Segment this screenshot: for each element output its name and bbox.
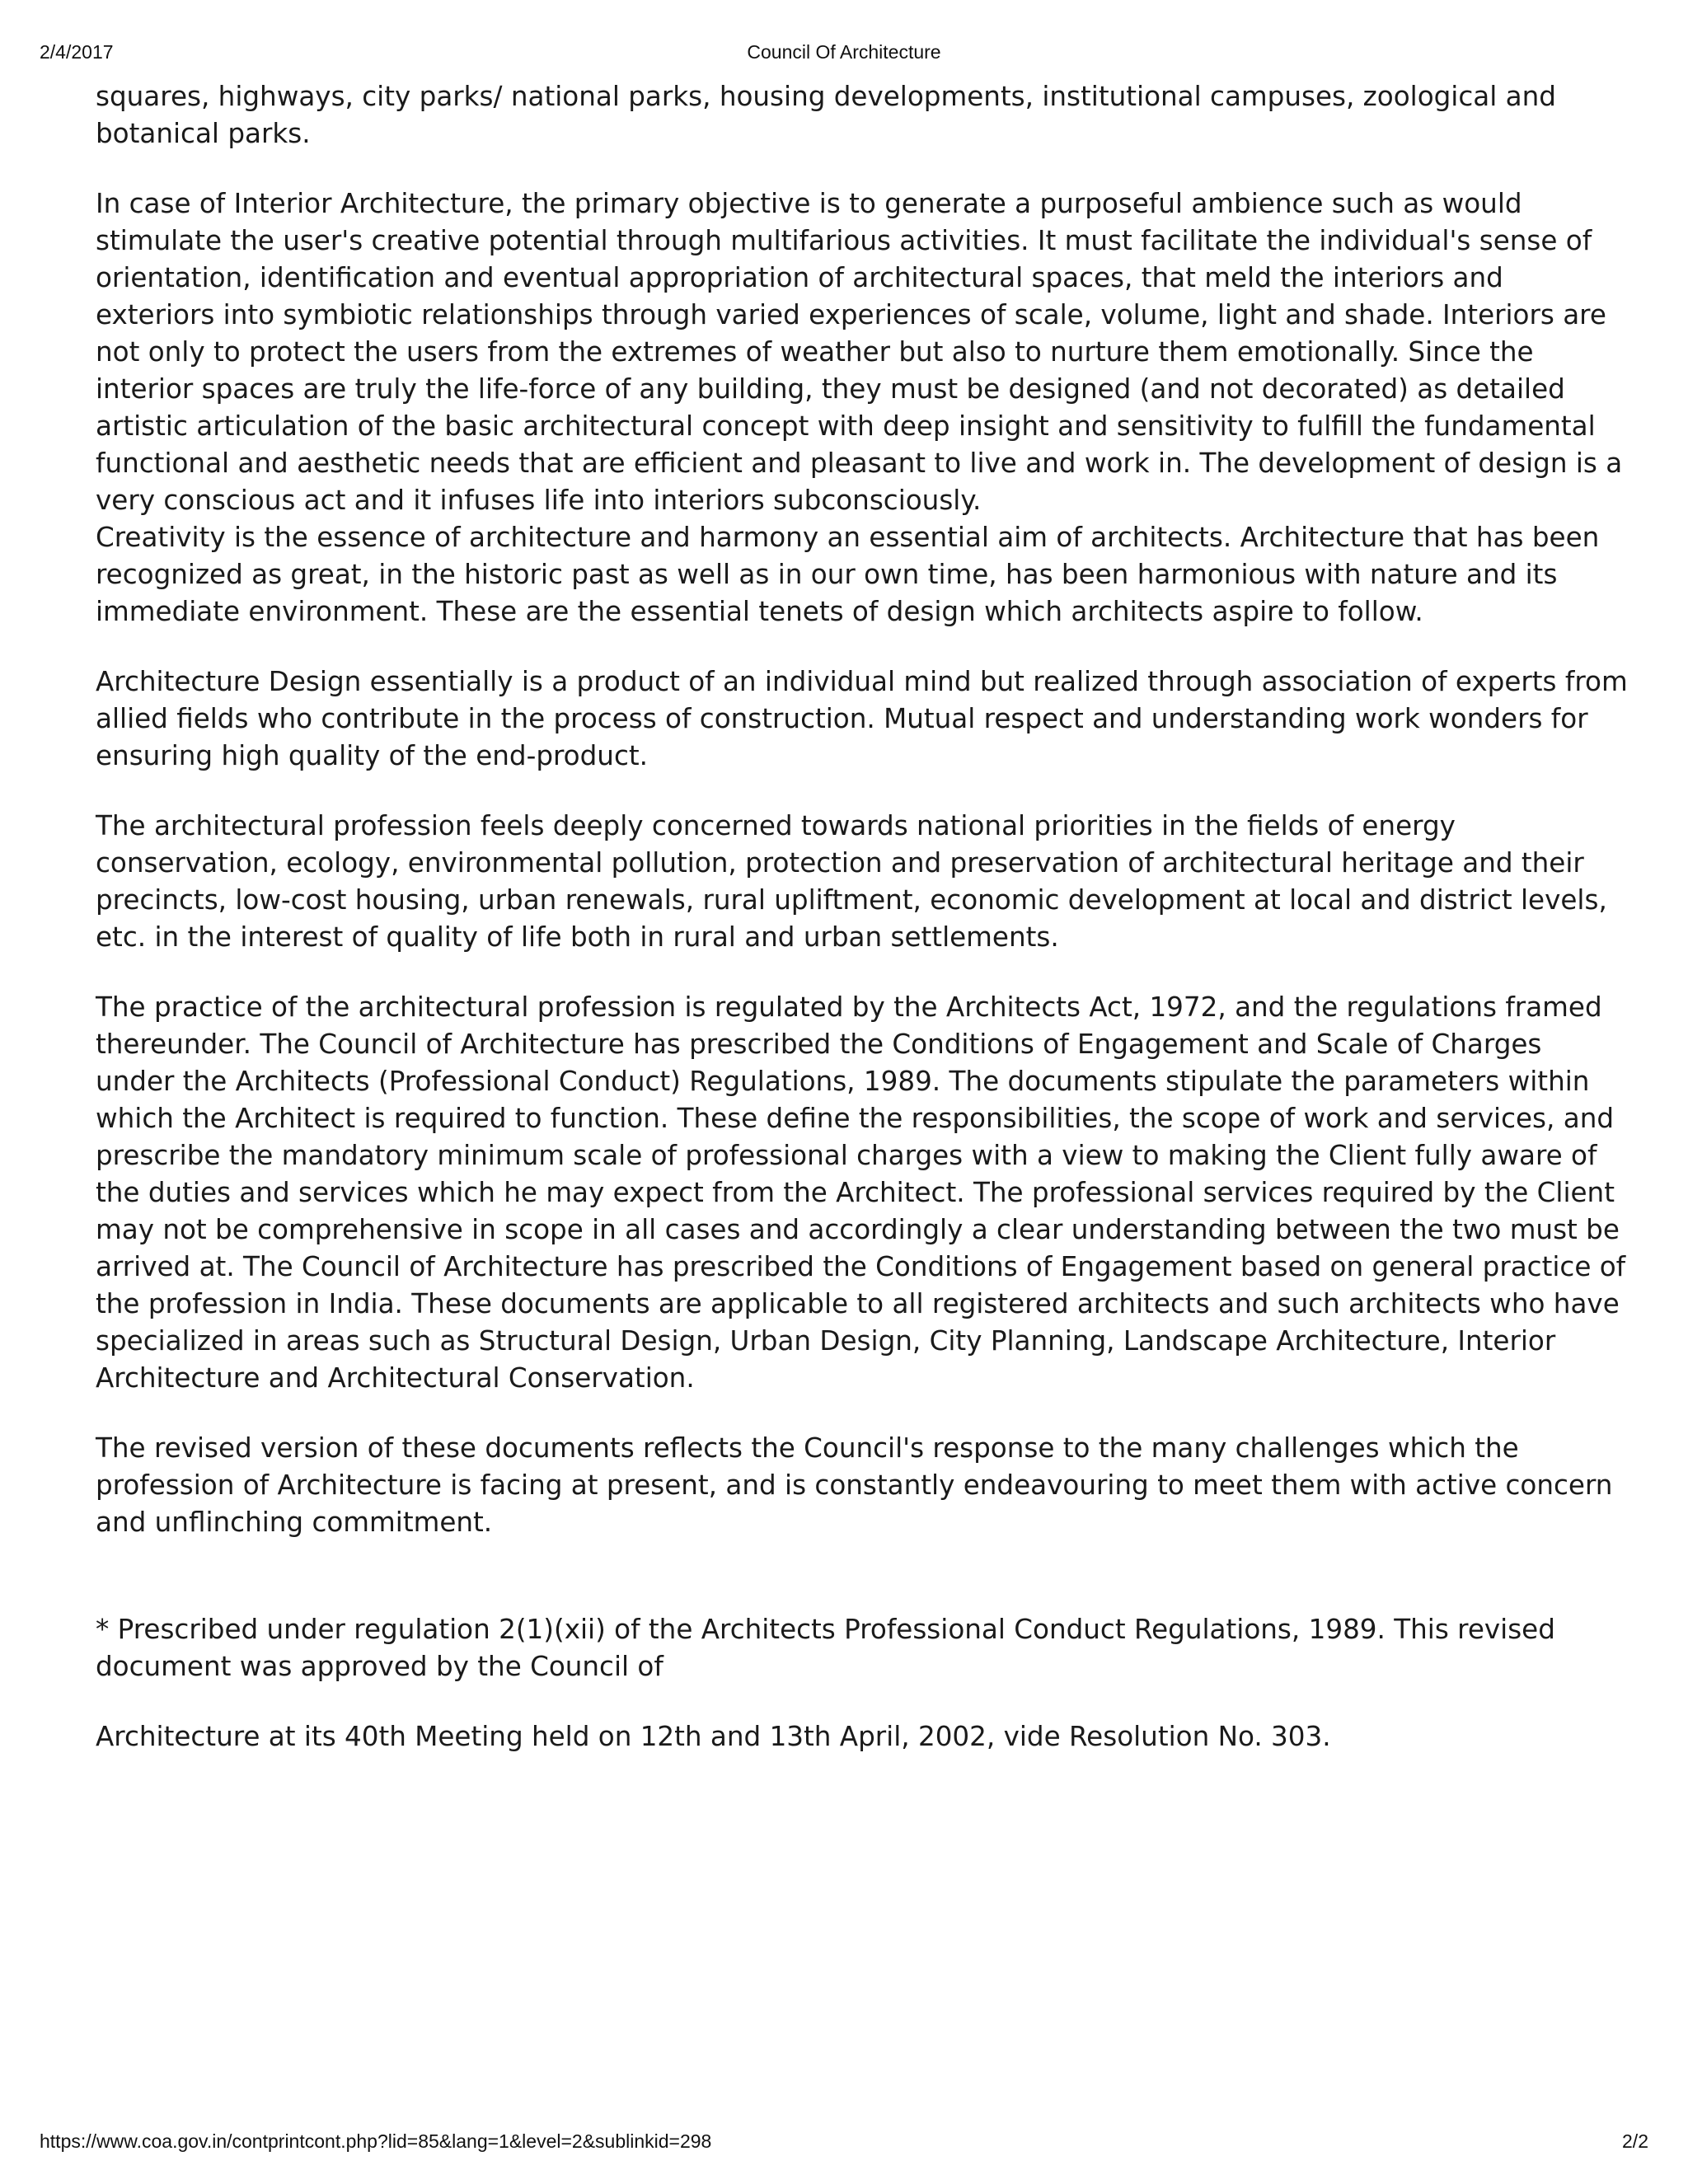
print-footer [40, 2130, 1648, 2155]
print-header [40, 41, 1648, 66]
page-url: https://www.coa.gov.in/contprintcont.php?lid=85&lang=1&level=2&sublinkid=298 [40, 2130, 712, 2152]
page-title: Council Of Architecture [747, 41, 941, 63]
document-body [96, 78, 1629, 1788]
paragraph-architecture-design: Architecture Design essentially is a product of an individual mind but realized through association of experts from allied fields who contribute in the process of construction. Mutual respect and understanding work wonders for ensuring high quality of the end-product. [96, 666, 1628, 771]
print-date: 2/4/2017 [40, 41, 114, 63]
footnote-prescribed: * Prescribed under regulation 2(1)(xii) of the Architects Professional Conduct Regulations, 1989. This revised document was approved by the Council of [96, 1614, 1555, 1682]
footnote-approval: Architecture at its 40th Meeting held on 12th and 13th April, 2002, vide Resolution No. 303. [96, 1721, 1331, 1752]
paragraph-revised-version: The revised version of these documents reflects the Council's response to the many challenges which the profession of Architecture is facing at present, and is constantly endeavouring to meet them with active concern and unflinching commitment. [96, 1432, 1613, 1538]
paragraph-practice-regulation: The practice of the architectural profession is regulated by the Architects Act, 1972, and the regulations framed thereunder. The Council of Architecture has prescribed the Conditions of Engagement and Scale of Charges under the Architects (Professional Conduct) Regulations, 1989. The documents stipulate the parameters within which the Architect is required to function. These define the responsibilities, the scope of work and services, and prescribe the mandatory minimum scale of professional charges with a view to making the Client fully aware of the duties and services which he may expect from the Architect. The professional services required by the Client may not be comprehensive in scope in all cases and accordingly a clear understanding between the two must be arrived at. The Council of Architecture has prescribed the Conditions of Engagement based on general practice of the profession in India. These documents are applicable to all registered architects and such architects who have specialized in areas such as Structural Design, Urban Design, City Planning, Landscape Architecture, Interior Architecture and Architectural Conservation. [96, 991, 1626, 1394]
paragraph-national-priorities: The architectural profession feels deeply concerned towards national priorities in the fields of energy conservation, ecology, environmental pollution, protection and preservation of architectural heritage and their precincts, low-cost housing, urban renewals, rural upliftment, economic development at local and district levels, etc. in the interest of quality of life both in rural and urban settlements. [96, 810, 1607, 953]
paragraph-creativity: Creativity is the essence of architecture and harmony an essential aim of architects. Architecture that has been recognized as great, in the historic past as well as in our own time, has been harmonious with nature and its immediate environment. These are the essential tenets of design which architects aspire to follow. [96, 522, 1600, 627]
paragraph-landscape-continued: squares, highways, city parks/ national parks, housing developments, institutional campuses, zoological and botanical parks. [96, 81, 1556, 149]
page-number: 2/2 [1622, 2130, 1648, 2152]
paragraph-interior-architecture: In case of Interior Architecture, the primary objective is to generate a purposeful ambience such as would stimulate the user's creative potential through multifarious activities. It must facilitate the individual's sense of orientation, identification and eventual appropriation of architectural spaces, that meld the interiors and exteriors into symbiotic relationships through varied experiences of scale, volume, light and shade. Interiors are not only to protect the users from the extremes of weather but also to nurture them emotionally. Since the interior spaces are truly the life-force of any building, they must be designed (and not decorated) as detailed artistic articulation of the basic architectural concept with deep insight and sensitivity to fulfill the fundamental functional and aesthetic needs that are efficient and pleasant to live and work in. The development of design is a very conscious act and it infuses life into interiors subconsciously. [96, 188, 1623, 516]
